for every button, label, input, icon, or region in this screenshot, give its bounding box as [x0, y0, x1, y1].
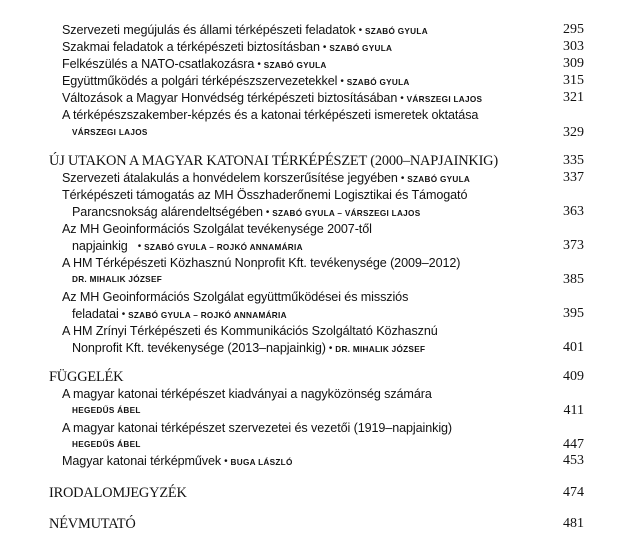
toc-entry-title-line [0, 254, 622, 272]
entry-title: Változások a Magyar Honvédség térképészeti biztosításában [62, 91, 398, 105]
entry-title: Magyar katonai térképművek [62, 454, 222, 468]
entry-title: A magyar katonai térképészet szervezetei és vezetői (1919–napjainkig) [62, 421, 453, 435]
entry-title-cont: Parancsnokság alárendeltségében [72, 205, 263, 219]
entry-line [72, 339, 425, 359]
section-page: 409 [563, 369, 584, 384]
toc-entry [0, 237, 622, 255]
entry-page: 303 [563, 39, 584, 54]
bullet-separator: • [121, 309, 126, 320]
entry-title: Szakmai feladatok a térképészeti biztosításban [62, 40, 320, 54]
toc-entry [0, 305, 622, 323]
entry-author: SZABÓ GYULA [346, 78, 410, 87]
toc-entry [0, 452, 622, 470]
toc-entry-title-line [0, 385, 622, 403]
entry-author: DR. MIHALIK JÓZSEF [335, 345, 426, 354]
toc-entry-author-line [0, 271, 622, 289]
section-heading [0, 152, 622, 170]
toc-entry [0, 38, 622, 56]
entry-page: 385 [563, 272, 584, 287]
toc-entry [0, 339, 622, 357]
entry-author: DR. MIHALIK JÓZSEF [72, 275, 163, 284]
bullet-separator: • [340, 76, 344, 87]
entry-page: 395 [563, 306, 584, 321]
toc-entry-title-line [0, 220, 622, 238]
bullet-separator: • [224, 456, 228, 467]
entry-author: SZABÓ GYULA [329, 44, 393, 53]
entry-page: 453 [563, 453, 584, 468]
section-title: ÚJ UTAKON A MAGYAR KATONAI TÉRKÉPÉSZET (2000–NAPJAINKIG) [49, 153, 498, 169]
section-page: 474 [563, 485, 584, 500]
bullet-separator: • [328, 343, 333, 354]
entry-page: 363 [563, 204, 584, 219]
entry-author: HEGEDŰS ÁBEL [72, 406, 141, 415]
entry-author: SZABÓ GYULA [263, 61, 327, 70]
entry-page: 295 [563, 22, 584, 37]
section-heading [0, 484, 622, 502]
bullet-separator: • [358, 25, 363, 36]
entry-title: Szervezeti átalakulás a honvédelem korszerűsítése jegyében [62, 171, 398, 185]
bullet-separator: • [400, 93, 404, 104]
toc-entry [0, 55, 622, 73]
entry-title-cont: Nonprofit Kft. tevékenysége (2013–napjainkig) [72, 341, 326, 355]
section-title: NÉVMUTATÓ [49, 516, 136, 532]
entry-page: 447 [563, 437, 584, 452]
entry-author: SZABÓ GYULA – VÁRSZEGI LAJOS [272, 209, 421, 218]
toc-entry [0, 203, 622, 221]
entry-title: Az MH Geoinformációs Szolgálat tevékenysége 2007-től [62, 222, 372, 236]
entry-title: A HM Térképészeti Közhasznú Nonprofit Kft. tevékenysége (2009–2012) [62, 256, 461, 270]
toc-entry-author-line [0, 402, 622, 420]
bullet-separator: • [137, 241, 142, 252]
section-page: 335 [563, 153, 584, 168]
toc-entry [0, 21, 622, 39]
toc-entry-title-line [0, 106, 622, 124]
entry-title: Az MH Geoinformációs Szolgálat együttműködései és missziós [62, 290, 409, 304]
entry-title: Együttműködés a polgári térképészszervezetekkel [62, 74, 338, 88]
entry-title: A magyar katonai térképészet kiadványai a nagyközönség számára [62, 387, 432, 401]
entry-title: Szervezeti megújulás és állami térképészeti feladatok [62, 23, 356, 37]
entry-author: VÁRSZEGI LAJOS [406, 95, 483, 104]
entry-page: 411 [563, 403, 584, 418]
toc-entry-title-line [0, 288, 622, 306]
entry-page: 401 [563, 340, 584, 355]
bullet-separator: • [257, 59, 261, 70]
entry-page: 321 [563, 90, 584, 105]
section-title: IRODALOMJEGYZÉK [49, 485, 187, 501]
entry-title: A HM Zrínyi Térképészeti és Kommunikációs Szolgáltató Közhasznú [62, 324, 438, 338]
entry-author: VÁRSZEGI LAJOS [72, 128, 148, 137]
section-title: FÜGGELÉK [49, 369, 124, 385]
toc-entry [0, 72, 622, 90]
entry-title-cont: feladatai [72, 307, 119, 321]
entry-author: SZABÓ GYULA [407, 175, 471, 184]
section-heading [0, 368, 622, 386]
toc-entry-title-line [0, 322, 622, 340]
section-page: 481 [563, 516, 584, 531]
toc-entry [0, 169, 622, 187]
toc-entry [0, 89, 622, 107]
entry-line [62, 452, 293, 472]
bullet-separator: • [400, 173, 405, 184]
entry-author: SZABÓ GYULA [365, 27, 428, 36]
entry-title-cont: napjainkig [72, 239, 128, 253]
toc-entry-title-line [0, 419, 622, 437]
entry-page: 329 [563, 125, 584, 140]
entry-page: 309 [563, 56, 584, 71]
entry-title: Felkészülés a NATO-csatlakozásra [62, 57, 255, 71]
entry-page: 373 [563, 238, 584, 253]
entry-title: Térképészeti támogatás az MH Összhaderőnemi Logisztikai és Támogató [62, 188, 468, 202]
entry-page: 315 [563, 73, 584, 88]
entry-author: SZABÓ GYULA – ROJKÓ ANNAMÁRIA [144, 243, 303, 252]
entry-title: A térképészszakember-képzés és a katonai térképészeti ismeretek oktatása [62, 108, 479, 122]
entry-author: HEGEDŰS ÁBEL [72, 440, 141, 449]
entry-author: BUGA LÁSZLÓ [230, 458, 293, 467]
toc-entry-author-line [0, 124, 622, 142]
entry-author: SZABÓ GYULA – ROJKÓ ANNAMÁRIA [128, 311, 287, 320]
bullet-separator: • [265, 207, 270, 218]
section-heading [0, 515, 622, 533]
bullet-separator: • [322, 42, 327, 53]
toc-entry-title-line [0, 186, 622, 204]
entry-page: 337 [563, 170, 584, 185]
